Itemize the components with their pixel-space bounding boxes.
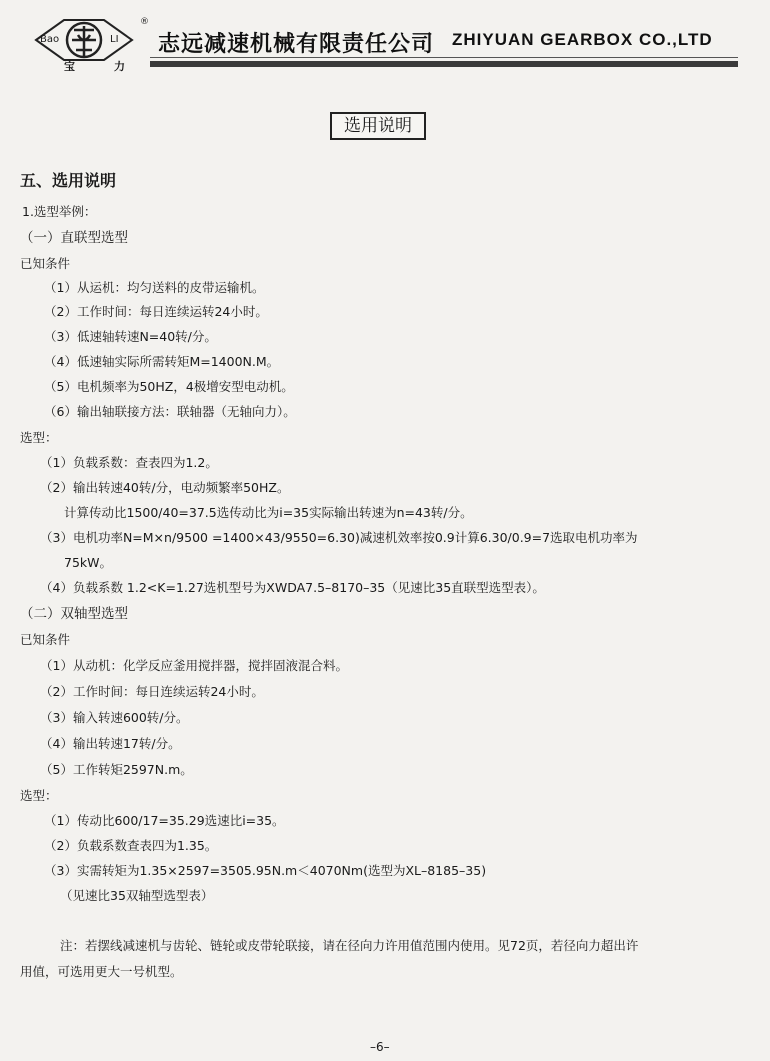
condition-line: （3）低速轴转速N=40转/分。 (44, 329, 217, 344)
condition-line: （6）输出轴联接方法：联轴器（无轴向力）。 (44, 404, 296, 419)
condition-line: （4）输出转速17转/分。 (40, 736, 181, 751)
logo-char-bao: 宝 (64, 60, 75, 73)
header-rule-thick (150, 61, 738, 67)
case-heading: （一）直联型选型 (20, 230, 128, 246)
selection-line: （3）实需转矩为1.35×2597=3505.95N.m＜4070Nm(选型为XL–8185–35) (44, 863, 487, 878)
page-title: 选用说明 (330, 112, 426, 140)
section-heading: 五、选用说明 (20, 171, 117, 190)
selection-line: 计算传动比1500/40=37.5选传动比为i=35实际输出转速为n=43转/分。 (64, 505, 473, 520)
condition-line: （5）工作转矩2597N.m。 (40, 762, 193, 777)
condition-line: （5）电机频率为50HZ，4极增安型电动机。 (44, 379, 294, 394)
selection-line: （1）传动比600/17=35.29选速比i=35。 (44, 813, 285, 828)
note-line: 用值，可选用更大一号机型。 (20, 964, 183, 979)
company-name-en: ZHIYUAN GEARBOX CO.,LTD (452, 30, 713, 49)
condition-line: （4）低速轴实际所需转矩M=1400N.M。 (44, 354, 280, 369)
case-heading: （二）双轴型选型 (20, 606, 128, 622)
condition-line: （2）工作时间：每日连续运转24小时。 (44, 304, 268, 319)
selection-line: （1）负载系数：查表四为1.2。 (40, 455, 218, 470)
condition-line: （1）从动机：化学反应釜用搅拌器，搅拌固液混合料。 (40, 658, 348, 673)
condition-line: （3）输入转速600转/分。 (40, 710, 189, 725)
registered-mark: ® (140, 17, 149, 27)
selection-label: 选型： (20, 788, 58, 803)
subsection-heading: 1.选型举例： (22, 204, 97, 219)
condition-line: （2）工作时间：每日连续运转24小时。 (40, 684, 264, 699)
page-header (0, 0, 770, 80)
logo-text-right: LI (110, 34, 119, 45)
logo-text-left: Bao (40, 34, 60, 45)
page-number: –6– (370, 1040, 390, 1054)
selection-label: 选型： (20, 430, 58, 445)
conditions-label: 已知条件 (20, 632, 71, 647)
selection-line: 75kW。 (64, 555, 113, 570)
selection-line: （2）负载系数查表四为1.35。 (44, 838, 218, 853)
selection-line: （4）负载系数 1.2<K=1.27选机型号为XWDA7.5–8170–35（见速比35直联型选型表）。 (40, 580, 545, 595)
logo-char-li: 力 (114, 60, 125, 73)
selection-line: （见速比35双轴型选型表） (60, 888, 214, 903)
condition-line: （1）从运机：均匀送料的皮带运输机。 (44, 280, 265, 295)
note-line: 注：若摆线减速机与齿轮、链轮或皮带轮联接，请在径向力许用值范围内使用。见72页，若径向力超出许 (60, 938, 639, 953)
selection-line: （2）输出转速40转/分，电动频繁率50HZ。 (40, 480, 290, 495)
header-rule-thin (150, 57, 738, 58)
selection-line: （3）电机功率N=M×n/9500 =1400×43/9550=6.30)减速机效率按0.9计算6.30/0.9=7选取电机功率为 (40, 530, 638, 545)
company-name-cn: 志远减速机械有限责任公司 (158, 32, 435, 57)
conditions-label: 已知条件 (20, 256, 71, 271)
